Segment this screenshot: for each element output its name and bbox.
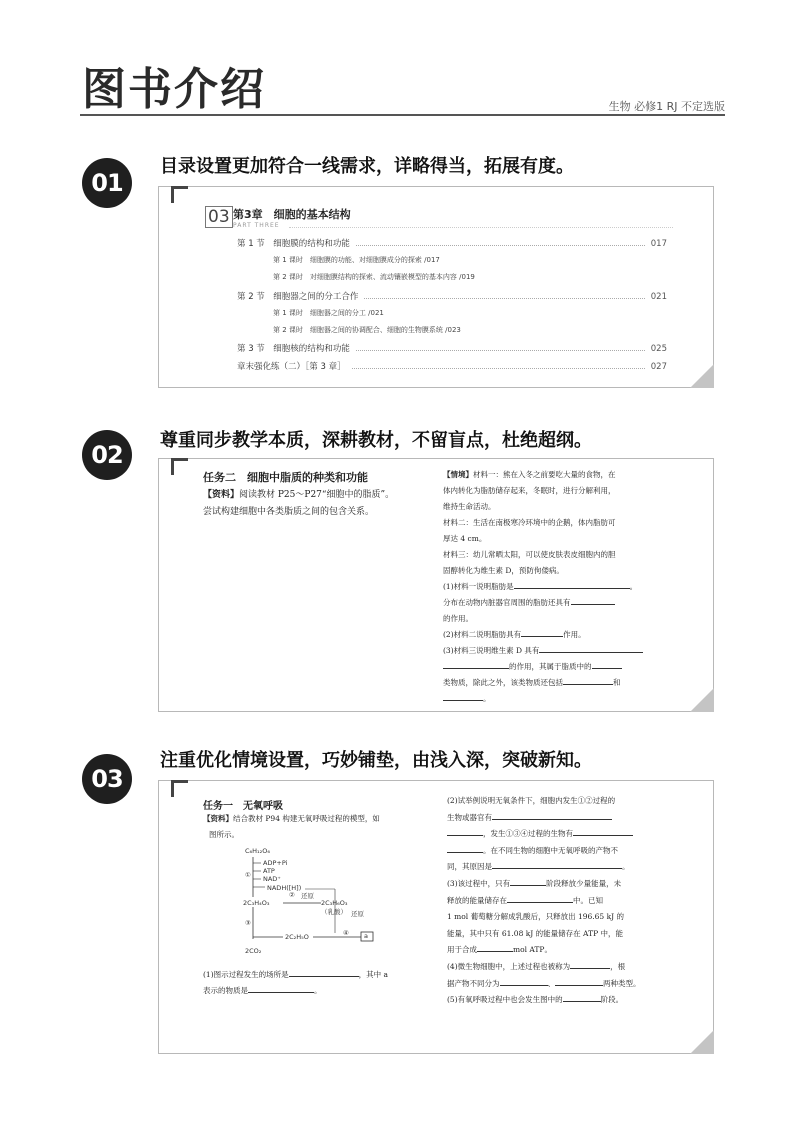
- question-text: 释放的能量储存在: [447, 895, 507, 905]
- diagram-reduce-1: 还原: [301, 892, 314, 900]
- toc-card: [158, 186, 714, 388]
- punctuation: 。: [314, 986, 322, 995]
- situation-line: 材料一：熊在入冬之前要吃大量的食物，在: [473, 470, 616, 479]
- answer-blank[interactable]: [555, 976, 603, 986]
- answer-blank[interactable]: [447, 843, 483, 853]
- diagram-box-a: a: [364, 932, 368, 940]
- page-fold-icon: [690, 1030, 714, 1054]
- answer-blank[interactable]: [443, 659, 509, 669]
- lipid-task-card: [158, 458, 714, 712]
- question-text: 同，其原因是: [447, 862, 492, 872]
- toc-part-label: PART THREE: [233, 222, 280, 229]
- situation-line: 体内转化为脂肪储存起来，冬眠时，进行分解利用，: [443, 486, 616, 495]
- situation-line: 固醇转化为维生素 D，预防佝偻病。: [443, 566, 564, 575]
- answer-blank[interactable]: [492, 810, 612, 820]
- question-text: ，其中 a: [358, 970, 388, 979]
- question-text: 、: [547, 978, 555, 988]
- diagram-pyruvate: 2C₃H₄O₃: [243, 899, 270, 907]
- answer-blank[interactable]: [563, 992, 601, 1002]
- question-text: 和: [613, 678, 621, 687]
- diagram-nad: NAD⁺: [263, 875, 281, 883]
- answer-blank[interactable]: [573, 826, 633, 836]
- page-logo: 图书介绍: [82, 64, 266, 115]
- toc-entry-page: 025: [650, 344, 667, 354]
- section-02-heading: 尊重同步教学本质，深耕教材，不留盲点，杜绝超纲。: [160, 430, 592, 451]
- diagram-glucose: C₆H₁₂O₆: [245, 847, 270, 855]
- question-text: (3)该过程中，只有: [447, 878, 511, 888]
- material-tag: 【资料】: [203, 490, 240, 500]
- question-text: 两种类型。: [603, 978, 641, 988]
- question-text: 能量，其中只有 61.08 kJ 的能量储存在 ATP 中，能: [447, 928, 623, 938]
- section-01-heading: 目录设置更加符合一线需求，详略得当，拓展有度。: [160, 156, 574, 177]
- diagram-step-4: ④: [343, 929, 349, 937]
- diagram-step-3: ③: [245, 919, 251, 927]
- toc-lesson[interactable]: 第 1 课时 细胞膜的功能、对细胞膜成分的探索 /017: [273, 256, 440, 264]
- toc-entry-page: 017: [650, 239, 667, 249]
- task-title: 任务二 细胞中脂质的种类和功能: [203, 471, 368, 484]
- material-text-2: 图所示。: [209, 830, 239, 839]
- toc-chapter-title: 第3章 细胞的基本结构: [233, 208, 351, 221]
- toc-lesson[interactable]: 第 2 课时 细胞器之间的协调配合、细胞的生物膜系统 /023: [273, 326, 461, 334]
- diagram-reduce-2: 还原: [351, 910, 364, 918]
- header-divider: [80, 114, 725, 116]
- question-text: 作用。: [563, 630, 586, 639]
- question-text: 阶段释放少量能量，未: [546, 878, 622, 888]
- toc-entry[interactable]: [237, 358, 667, 372]
- diagram-ethanol: 2C₂H₅O: [285, 933, 309, 941]
- question-text: 的作用，其属于脂质中的: [509, 662, 592, 671]
- diagram-adp: ADP+Pi: [263, 859, 288, 867]
- answer-blank[interactable]: [248, 983, 314, 993]
- toc-entry[interactable]: [237, 288, 667, 302]
- page-subtitle: 生物 必修1 RJ 不定选版: [608, 100, 725, 113]
- question-text: ，发生①③④过程的生物有: [483, 829, 573, 839]
- toc-entry-label: 第 2 节 细胞器之间的分工合作: [237, 292, 359, 302]
- answer-blank[interactable]: [477, 942, 513, 952]
- card-corner-bracket: [171, 458, 188, 475]
- answer-blank[interactable]: [443, 691, 483, 701]
- toc-leader: [364, 298, 644, 299]
- question-text: (1)材料一说明脂肪是: [443, 582, 514, 591]
- anaerobic-respiration-diagram: [243, 847, 403, 961]
- toc-lesson[interactable]: 第 2 课时 对细胞膜结构的探索、流动镶嵌模型的基本内容 /019: [273, 273, 475, 281]
- toc-entry[interactable]: [237, 235, 667, 249]
- section-02-badge: 02: [82, 430, 132, 480]
- question-text: 用于合成: [447, 945, 477, 955]
- answer-blank[interactable]: [492, 859, 622, 869]
- question-text: 的作用。: [443, 614, 473, 623]
- diagram-nadh: NADH([H]): [267, 884, 302, 892]
- toc-entry-label: 第 3 节 细胞核的结构和功能: [237, 344, 350, 354]
- toc-chapter-number: 03: [205, 206, 233, 228]
- diagram-co2: 2CO₂: [245, 947, 262, 955]
- punctuation: 。: [622, 862, 630, 872]
- toc-entry-page: 027: [650, 362, 667, 372]
- situation-line: 厚达 4 cm。: [443, 534, 487, 543]
- situation-line: 材料三：幼儿常晒太阳，可以使皮肤表皮细胞内的胆: [443, 550, 616, 559]
- question-text: ，根: [610, 961, 626, 971]
- answer-blank[interactable]: [521, 627, 563, 637]
- situation-tag: 【情境】: [443, 470, 473, 479]
- question-text: (2)材料二说明脂肪具有: [443, 630, 522, 639]
- answer-blank[interactable]: [510, 876, 546, 886]
- answer-blank[interactable]: [289, 967, 359, 977]
- question-text: 生物或器官有: [447, 812, 492, 822]
- toc-leader: [356, 350, 645, 351]
- material-text: 结合教材 P94 构建无氧呼吸过程的模型，如: [233, 814, 380, 823]
- answer-blank[interactable]: [507, 893, 573, 903]
- situation-line: 材料二：生活在南极寒冷环境中的企鹅，体内脂肪可: [443, 518, 616, 527]
- task-title: 任务一 无氧呼吸: [203, 801, 283, 812]
- material-tag: 【资料】: [203, 814, 233, 823]
- question-1-block: [203, 967, 439, 999]
- section-01-badge: 01: [82, 158, 132, 208]
- section-03-badge: 03: [82, 754, 132, 804]
- toc-entry-label: 第 1 节 细胞膜的结构和功能: [237, 239, 350, 249]
- diagram-step-1: ①: [245, 871, 251, 879]
- situation-line: 维持生命活动。: [443, 502, 496, 511]
- answer-blank[interactable]: [563, 675, 613, 685]
- material-block: [203, 811, 443, 843]
- question-text: mol ATP。: [513, 945, 552, 955]
- punctuation: 。: [629, 582, 638, 591]
- anaerobic-task-card: [158, 780, 714, 1054]
- punctuation: 。: [483, 694, 491, 703]
- toc-lesson[interactable]: 第 1 课时 细胞器之间的分工 /021: [273, 309, 384, 317]
- section-03-heading: 注重优化情境设置，巧妙铺垫，由浅入深，突破新知。: [160, 750, 592, 771]
- question-text: 据产物不同分为: [447, 978, 500, 988]
- card-corner-bracket: [171, 780, 188, 797]
- question-text: 分布在动物内脏器官周围的脂肪还具有: [443, 598, 571, 607]
- question-text: 表示的物质是: [203, 986, 248, 995]
- question-text: 阶段。: [600, 995, 624, 1005]
- page-fold-icon: [690, 364, 714, 388]
- diagram-step-2: ②: [289, 891, 295, 899]
- question-text: 1 mol 葡萄糖分解成乳酸后，只释放出 196.65 kJ 的: [447, 912, 625, 922]
- toc-entry[interactable]: [237, 340, 667, 354]
- answer-blank[interactable]: [514, 579, 630, 589]
- answer-blank[interactable]: [447, 826, 483, 836]
- question-text: 。在不同生物的细胞中无氧呼吸的产物不: [483, 845, 618, 855]
- answer-blank[interactable]: [592, 659, 622, 669]
- answer-blank[interactable]: [539, 643, 643, 653]
- material-block: [203, 487, 439, 521]
- diagram-lactate-note: （乳酸）: [321, 908, 347, 916]
- card-corner-bracket: [171, 186, 188, 203]
- answer-blank[interactable]: [570, 959, 610, 969]
- question-text: (2)试举例说明无氧条件下，细胞内发生①②过程的: [447, 796, 616, 805]
- toc-header-rule: [289, 227, 673, 228]
- toc-leader: [356, 245, 645, 246]
- toc-entry-page: 021: [650, 292, 667, 302]
- toc-entry-label: 章末强化练（二）［第 3 章］: [237, 362, 346, 372]
- questions-right-block: [447, 793, 705, 1009]
- question-text: (5)有氧呼吸过程中也会发生图中的: [447, 995, 563, 1005]
- material-text-2: 尝试构建细胞中各类脂质之间的包含关系。: [203, 507, 375, 517]
- question-text: (4)微生物细胞中，上述过程也被称为: [447, 961, 571, 971]
- diagram-lactate: 2C₃H₆O₃: [321, 899, 348, 907]
- answer-blank[interactable]: [571, 595, 615, 605]
- question-text: (1)图示过程发生的场所是: [203, 970, 289, 979]
- question-text: 中。已知: [573, 895, 603, 905]
- question-text: 类物质，除此之外，该类物质还包括: [443, 678, 563, 687]
- situation-block: [443, 467, 705, 707]
- material-text: 阅读教材 P25～P27“细胞中的脂质”。: [239, 490, 395, 500]
- answer-blank[interactable]: [500, 976, 548, 986]
- toc-leader: [352, 368, 645, 369]
- diagram-atp: ATP: [263, 867, 275, 875]
- question-text: (3)材料三说明维生素 D 具有: [443, 646, 540, 655]
